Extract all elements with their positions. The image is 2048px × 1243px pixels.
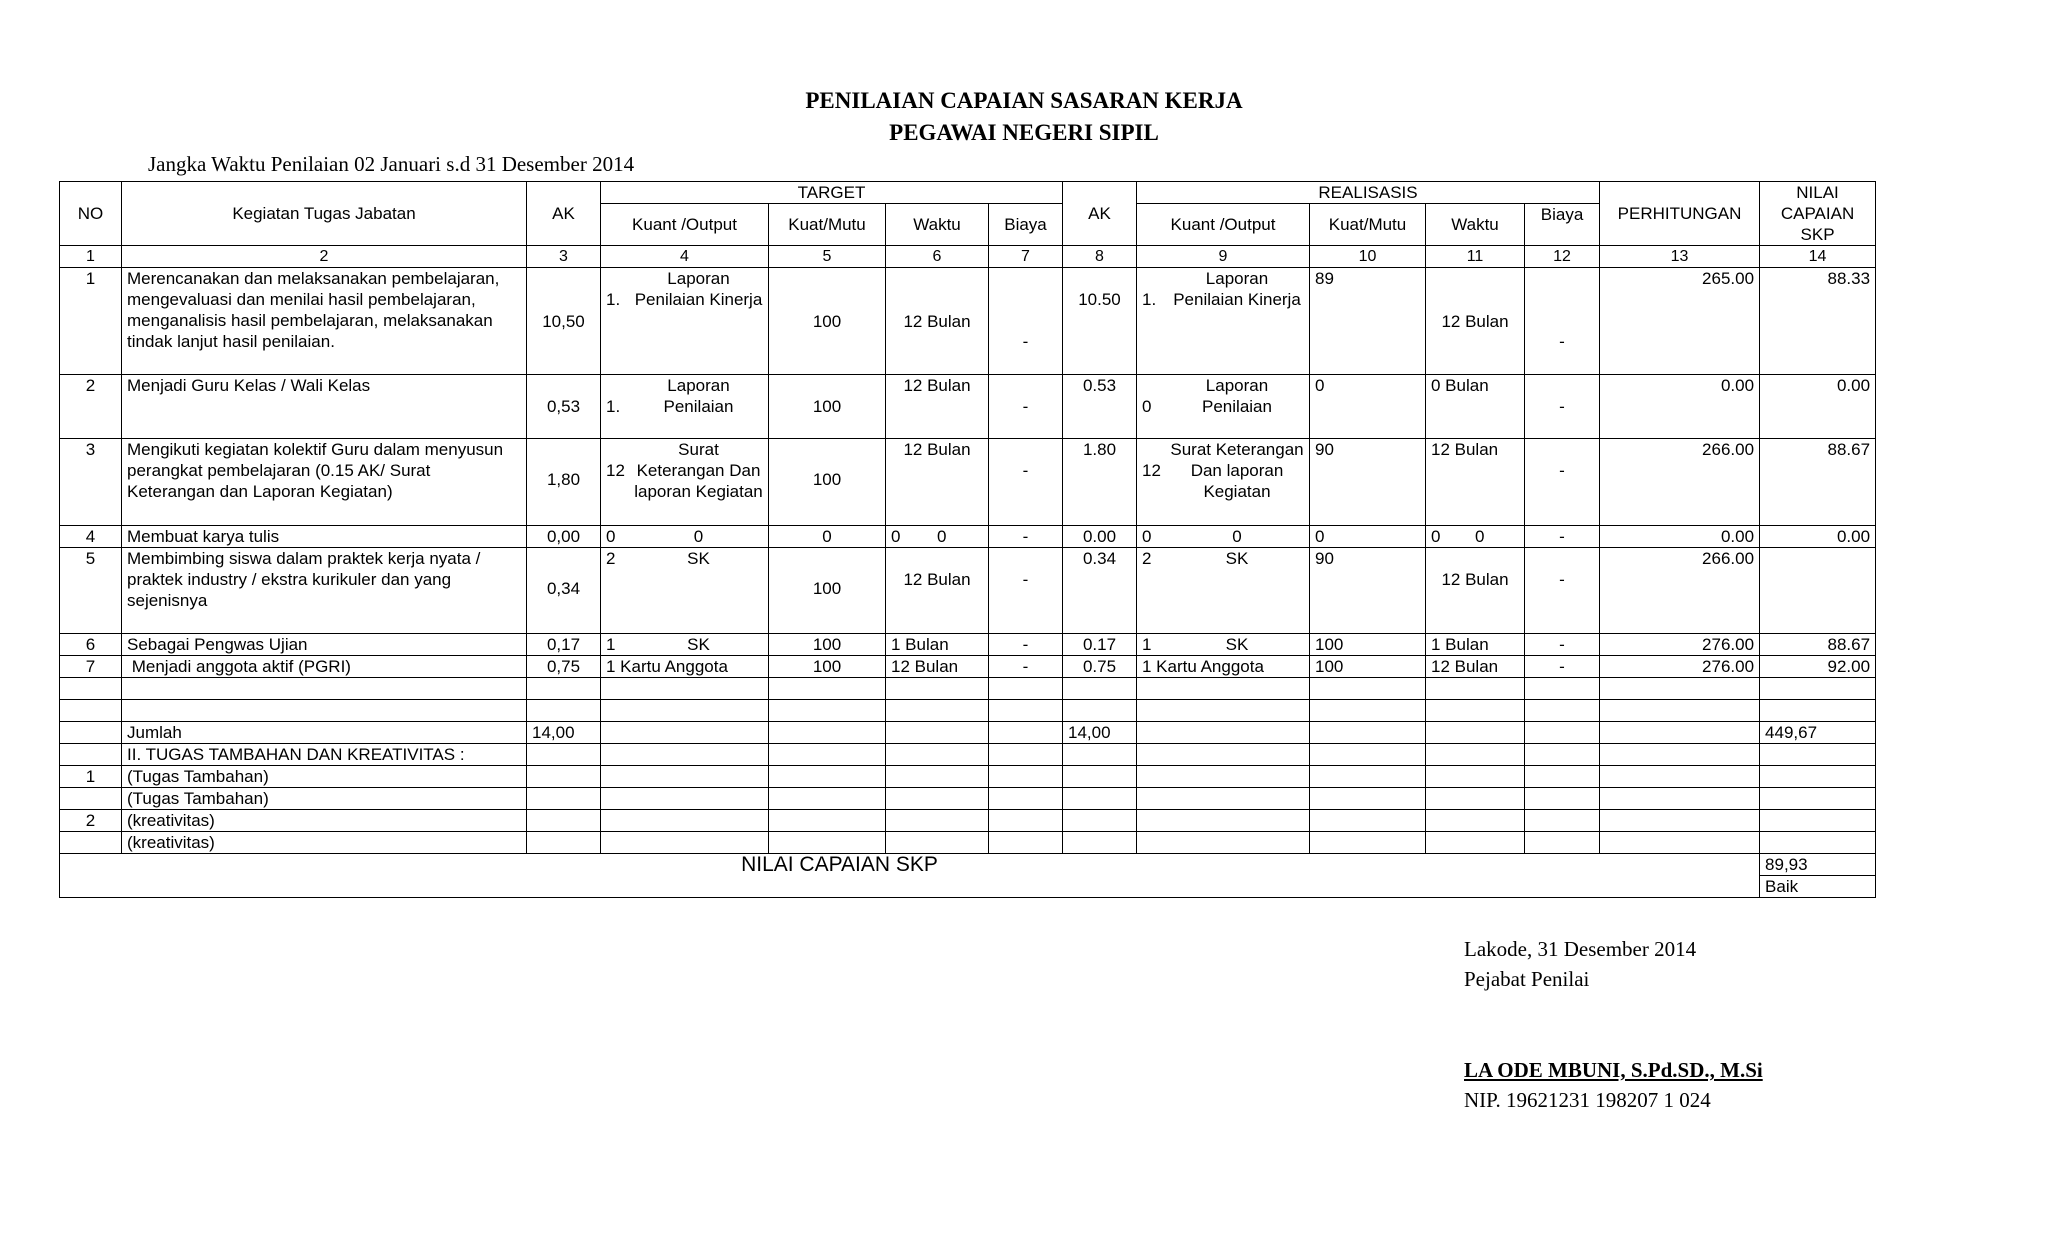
col-number: 9 — [1137, 246, 1310, 268]
real-qty: 1 — [1142, 635, 1152, 654]
row-nilai: 88.67 — [1760, 439, 1876, 526]
additional-label: (Tugas Tambahan) — [122, 766, 527, 788]
row-kegiatan: Menjadi Guru Kelas / Wali Kelas — [122, 375, 527, 439]
row-real-mutu: 0 — [1310, 375, 1426, 439]
row-kegiatan: Membuat karya tulis — [122, 526, 527, 548]
row-real-output — [1137, 526, 1310, 548]
target-qty: 2 — [606, 549, 616, 568]
total-nilai: 449,67 — [1760, 722, 1876, 744]
col-number: 14 — [1760, 246, 1876, 268]
additional-no: 2 — [60, 810, 122, 832]
target-qty: 1. — [606, 397, 621, 416]
target-qty: 1 — [606, 635, 616, 654]
row-real-output — [1137, 375, 1310, 439]
signature-name: LA ODE MBUNI, S.Pd.SD., M.Si — [1464, 1058, 1763, 1082]
total-row — [60, 722, 1876, 744]
table-row — [60, 439, 1876, 526]
row-target-biaya: - — [989, 548, 1063, 634]
row-real-biaya: - — [1525, 526, 1600, 548]
header-target: TARGET — [601, 182, 1063, 204]
real-output: 0 — [1232, 527, 1242, 546]
assessment-period: Jangka Waktu Penilaian 02 Januari s.d 31 Desember 2014 — [148, 152, 635, 176]
row-real-biaya: - — [1525, 548, 1600, 634]
signature-block — [1464, 934, 1696, 994]
row-real-ak: 0.00 — [1063, 526, 1137, 548]
real-output: Laporan Penilaian Kinerja — [1173, 269, 1301, 309]
row-real-waktu: 1 Bulan — [1426, 634, 1525, 656]
target-output: 0 — [693, 527, 704, 546]
total-label: Jumlah — [122, 722, 527, 744]
header-target-kuat: Kuat/Mutu — [769, 204, 886, 246]
additional-label: (Tugas Tambahan) — [122, 788, 527, 810]
header-target-kuant: Kuant /Output — [601, 204, 769, 246]
row-target-waktu: 12 Bulan — [886, 375, 989, 439]
row-nilai — [1760, 548, 1876, 634]
additional-heading-row — [60, 744, 1876, 766]
additional-no — [60, 788, 122, 810]
blank-row — [60, 678, 1876, 700]
row-target-biaya: - — [989, 375, 1063, 439]
row-perhitungan: 266.00 — [1600, 548, 1760, 634]
row-no: 5 — [60, 548, 122, 634]
row-real-output — [1137, 268, 1310, 375]
row-ak: 0,53 — [527, 375, 601, 439]
real-qty: 12 — [1142, 461, 1161, 480]
target-qty: 0 — [606, 527, 616, 546]
row-real-output — [1137, 634, 1310, 656]
final-score-label: NILAI CAPAIAN SKP — [60, 854, 1760, 898]
table-row — [60, 634, 1876, 656]
row-ak: 10,50 — [527, 268, 601, 375]
target-qty: 12 — [606, 461, 625, 480]
col-number: 12 — [1525, 246, 1600, 268]
signature-role: Pejabat Penilai — [1464, 967, 1590, 991]
additional-row — [60, 788, 1876, 810]
row-target-mutu: 0 — [769, 526, 886, 548]
row-perhitungan: 265.00 — [1600, 268, 1760, 375]
row-real-biaya: - — [1525, 656, 1600, 678]
column-number-row — [60, 246, 1876, 268]
col-number: 13 — [1600, 246, 1760, 268]
row-real-output — [1137, 548, 1310, 634]
row-real-biaya: - — [1525, 439, 1600, 526]
row-real-waktu: 12 Bulan — [1426, 548, 1525, 634]
table-row — [60, 268, 1876, 375]
row-real-mutu: 89 — [1310, 268, 1426, 375]
header-target-biaya: Biaya — [989, 204, 1063, 246]
col-number: 4 — [601, 246, 769, 268]
col-number: 10 — [1310, 246, 1426, 268]
row-real-waktu — [1426, 526, 1525, 548]
additional-label: (kreativitas) — [122, 810, 527, 832]
signature-place-date: Lakode, 31 Desember 2014 — [1464, 937, 1697, 961]
final-grade: Baik — [1760, 876, 1876, 898]
row-no: 1 — [60, 268, 122, 375]
final-score-row — [60, 854, 1876, 876]
row-target-waktu — [886, 526, 989, 548]
row-ak: 0,34 — [527, 548, 601, 634]
signature-nip: NIP. 19621231 198207 1 024 — [1464, 1088, 1711, 1112]
row-perhitungan: 276.00 — [1600, 634, 1760, 656]
final-score-value: 89,93 — [1760, 854, 1876, 876]
row-ak: 0,00 — [527, 526, 601, 548]
row-target-mutu: 100 — [769, 268, 886, 375]
row-no: 3 — [60, 439, 122, 526]
real-qty: 0 — [1142, 397, 1152, 416]
row-target-mutu: 100 — [769, 439, 886, 526]
additional-row — [60, 832, 1876, 854]
header-nilai: NILAI CAPAIAN SKP — [1760, 182, 1876, 246]
blank-row — [60, 700, 1876, 722]
row-target-waktu: 12 Bulan — [886, 548, 989, 634]
col-number: 3 — [527, 246, 601, 268]
col-number: 11 — [1426, 246, 1525, 268]
row-target-output: 1 Kartu Anggota — [601, 656, 769, 678]
row-real-biaya: - — [1525, 268, 1600, 375]
header-realisasi: REALISASIS — [1137, 182, 1600, 204]
row-kegiatan-text: Menjadi anggota aktif (PGRI) — [131, 657, 351, 676]
table-row — [60, 656, 1876, 678]
page-title: PENILAIAN CAPAIAN SASARAN KERJA — [805, 88, 1243, 113]
row-real-ak: 0.53 — [1063, 375, 1137, 439]
row-real-mutu: 90 — [1310, 439, 1426, 526]
row-target-mutu: 100 — [769, 548, 886, 634]
row-ak: 0,75 — [527, 656, 601, 678]
row-target-biaya: - — [989, 439, 1063, 526]
row-perhitungan: 0.00 — [1600, 375, 1760, 439]
row-target-output — [601, 526, 769, 548]
target-waktu-1: 0 — [891, 527, 901, 546]
row-real-waktu: 12 Bulan — [1426, 439, 1525, 526]
row-target-biaya: - — [989, 656, 1063, 678]
row-nilai: 92.00 — [1760, 656, 1876, 678]
additional-no: 1 — [60, 766, 122, 788]
table-row — [60, 526, 1876, 548]
row-target-waktu: 12 Bulan — [886, 439, 989, 526]
row-real-ak: 0.75 — [1063, 656, 1137, 678]
real-qty: 2 — [1142, 549, 1152, 568]
row-nilai: 88.67 — [1760, 634, 1876, 656]
real-output: Surat Keterangan Dan laporan Kegiatan — [1170, 440, 1304, 501]
total-real-ak: 14,00 — [1063, 722, 1137, 744]
col-number: 7 — [989, 246, 1063, 268]
row-real-ak: 0.17 — [1063, 634, 1137, 656]
row-nilai: 88.33 — [1760, 268, 1876, 375]
real-waktu-2: 0 — [1475, 527, 1485, 546]
header-ak-realisasi: AK — [1063, 182, 1137, 246]
row-target-mutu: 100 — [769, 375, 886, 439]
row-perhitungan: 276.00 — [1600, 656, 1760, 678]
row-real-output — [1137, 439, 1310, 526]
real-qty: 1. — [1142, 290, 1157, 309]
row-no: 7 — [60, 656, 122, 678]
row-target-biaya: - — [989, 634, 1063, 656]
row-target-output — [601, 548, 769, 634]
row-kegiatan: Mengikuti kegiatan kolektif Guru dalam menyusun perangkat pembelajaran (0.15 AK/ Surat Keterangan dan Laporan Kegiatan) — [122, 439, 527, 526]
header-no: NO — [60, 182, 122, 246]
row-kegiatan: Sebagai Pengwas Ujian — [122, 634, 527, 656]
col-number: 5 — [769, 246, 886, 268]
row-no: 4 — [60, 526, 122, 548]
row-nilai: 0.00 — [1760, 375, 1876, 439]
row-real-mutu: 0 — [1310, 526, 1426, 548]
row-real-waktu: 12 Bulan — [1426, 656, 1525, 678]
row-target-output — [601, 439, 769, 526]
row-target-mutu: 100 — [769, 634, 886, 656]
row-real-mutu: 100 — [1310, 634, 1426, 656]
additional-row — [60, 810, 1876, 832]
table-row — [60, 375, 1876, 439]
row-kegiatan — [122, 656, 527, 678]
header-perhitungan: PERHITUNGAN — [1600, 182, 1760, 246]
row-target-waktu: 12 Bulan — [886, 268, 989, 375]
additional-no — [60, 832, 122, 854]
header-real-waktu: Waktu — [1426, 204, 1525, 246]
row-real-waktu: 0 Bulan — [1426, 375, 1525, 439]
col-number: 6 — [886, 246, 989, 268]
target-output: Laporan Penilaian — [663, 376, 734, 416]
row-target-waktu: 12 Bulan — [886, 656, 989, 678]
target-waktu-2: 0 — [937, 527, 947, 546]
additional-row — [60, 766, 1876, 788]
row-kegiatan: Membimbing siswa dalam praktek kerja nyata / praktek industry / ekstra kurikuler dan yang sejenisnya — [122, 548, 527, 634]
total-ak: 14,00 — [527, 722, 601, 744]
header-target-waktu: Waktu — [886, 204, 989, 246]
row-target-biaya: - — [989, 268, 1063, 375]
row-ak: 0,17 — [527, 634, 601, 656]
real-output: Laporan Penilaian — [1202, 376, 1272, 416]
row-real-output: 1 Kartu Anggota — [1137, 656, 1310, 678]
header-real-kuant: Kuant /Output — [1137, 204, 1310, 246]
row-real-mutu: 100 — [1310, 656, 1426, 678]
row-no: 6 — [60, 634, 122, 656]
row-real-biaya: - — [1525, 375, 1600, 439]
header-ak: AK — [527, 182, 601, 246]
header-kegiatan: Kegiatan Tugas Jabatan — [122, 182, 527, 246]
row-real-mutu: 90 — [1310, 548, 1426, 634]
target-qty: 1. — [606, 290, 621, 309]
row-target-mutu: 100 — [769, 656, 886, 678]
row-real-biaya: - — [1525, 634, 1600, 656]
row-real-ak: 10.50 — [1063, 268, 1137, 375]
real-qty: 0 — [1142, 527, 1152, 546]
row-target-biaya: - — [989, 526, 1063, 548]
row-target-output — [601, 268, 769, 375]
header-real-kuat: Kuat/Mutu — [1310, 204, 1426, 246]
page-subtitle: PEGAWAI NEGERI SIPIL — [889, 120, 1159, 145]
target-output: Laporan Penilaian Kinerja — [634, 269, 763, 309]
target-output: Surat Keterangan Dan laporan Kegiatan — [634, 440, 763, 501]
row-target-waktu: 1 Bulan — [886, 634, 989, 656]
row-ak: 1,80 — [527, 439, 601, 526]
row-nilai: 0.00 — [1760, 526, 1876, 548]
target-output: SK — [687, 635, 710, 654]
table-row — [60, 548, 1876, 634]
row-real-ak: 0.34 — [1063, 548, 1137, 634]
additional-heading: II. TUGAS TAMBAHAN DAN KREATIVITAS : — [122, 744, 527, 766]
header-real-biaya: Biaya — [1525, 204, 1600, 246]
col-number: 8 — [1063, 246, 1137, 268]
row-target-output — [601, 375, 769, 439]
skp-table — [59, 181, 1876, 898]
col-number: 1 — [60, 246, 122, 268]
additional-label: (kreativitas) — [122, 832, 527, 854]
row-real-waktu: 12 Bulan — [1426, 268, 1525, 375]
real-waktu-1: 0 — [1431, 527, 1441, 546]
row-kegiatan: Merencanakan dan melaksanakan pembelajaran, mengevaluasi dan menilai hasil pembelajaran, menganalisis hasil pembelajaran, melaksanakan tindak lanjut hasil penilaian. — [122, 268, 527, 375]
target-output: SK — [687, 549, 710, 568]
row-perhitungan: 0.00 — [1600, 526, 1760, 548]
row-perhitungan: 266.00 — [1600, 439, 1760, 526]
real-output: SK — [1225, 635, 1249, 654]
real-output: SK — [1225, 549, 1249, 568]
col-number: 2 — [122, 246, 527, 268]
row-real-ak: 1.80 — [1063, 439, 1137, 526]
row-no: 2 — [60, 375, 122, 439]
row-target-output — [601, 634, 769, 656]
signature-name-block — [1464, 1055, 1763, 1115]
